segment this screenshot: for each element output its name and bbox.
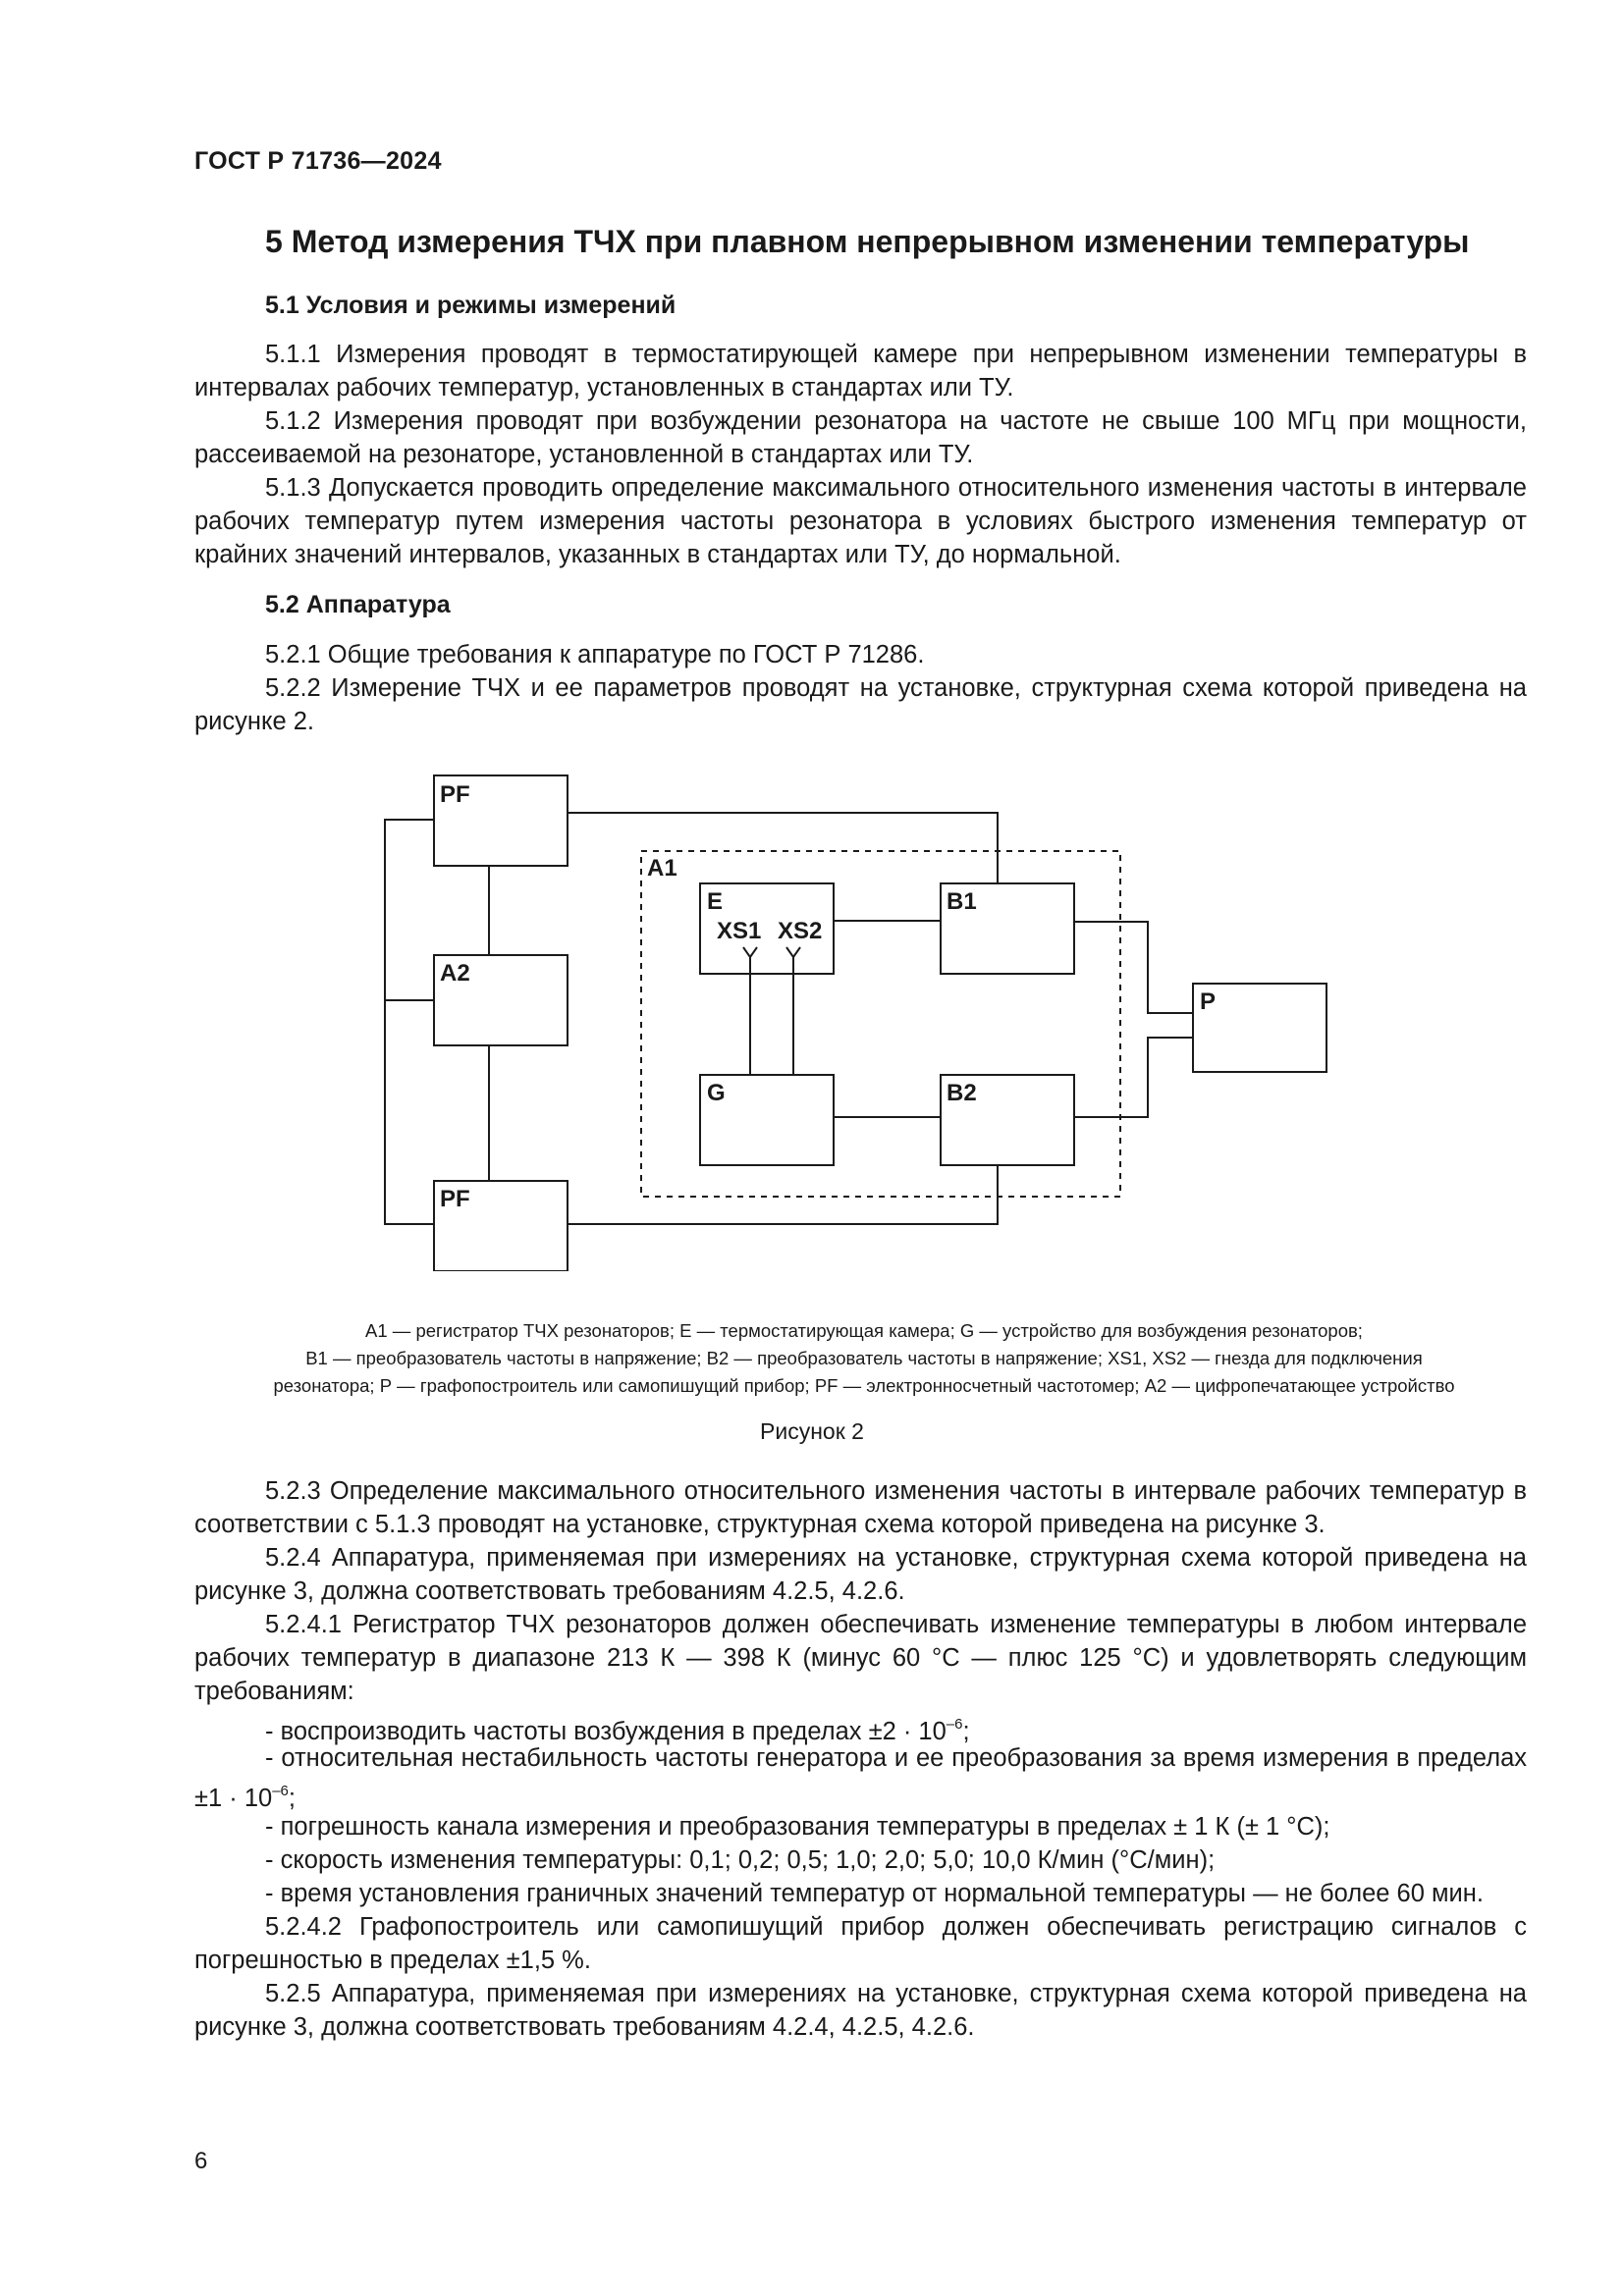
figure-2-diagram [373, 761, 1335, 1271]
section-5-1-title: 5.1 Условия и режимы измерений [265, 292, 677, 319]
paragraph-5-1-2: 5.1.2 Измерения проводят при возбуждении резонатора на частоте не свыше 100 МГц при мощности, рассеиваемой на резонаторе, установленной в стандартах или ТУ. [194, 407, 1527, 468]
label-b1: B1 [947, 888, 977, 915]
paragraph-5-2-3: 5.2.3 Определение максимального относительного изменения частоты в интервале рабочих температур в соответствии с 5.1.3 проводят на установке, структурная схема которой приведена на рисунке 3. [194, 1477, 1527, 1538]
label-xs1: XS1 [717, 918, 762, 944]
wire-left-bus [385, 820, 434, 1224]
label-p: P [1200, 988, 1217, 1015]
socket-xs2-icon [786, 947, 800, 957]
label-a1: A1 [647, 855, 677, 881]
paragraph-5-2-4-1: 5.2.4.1 Регистратор ТЧХ резонаторов должен обеспечивать изменение температуры в любом интервале рабочих температур в диапазоне 213 К — 398 К (минус 60 °С — плюс 125 °С) и удовлетворять следующим требованиям: [194, 1611, 1527, 1705]
wire-b1-p [1074, 922, 1193, 1013]
list-item-2: - относительная нестабильность частоты генератора и ее преобразования за время измерения в пределах $\pm 1 \cdot 10^{-6}$; [194, 1744, 1527, 1812]
page-number: 6 [194, 2148, 208, 2174]
wire-b2-p [1074, 1038, 1193, 1117]
list-item-5: - время установления граничных значений температур от нормальной температуры — не более 60 мин. [265, 1880, 1484, 1907]
label-e: E [707, 888, 724, 915]
label-pf-top: PF [440, 781, 470, 808]
list-item-4: - скорость изменения температуры: 0,1; 0,2; 0,5; 1,0; 2,0; 5,0; 10,0 К/мин (°С/мин); [265, 1846, 1216, 1874]
label-b2: B2 [947, 1080, 977, 1106]
figure-2-legend [187, 1317, 1542, 1400]
figure-2-caption: Рисунок 2 [760, 1418, 864, 1444]
standard-header: ГОСТ Р 71736—2024 [194, 147, 442, 175]
paragraph-5-2-5: 5.2.5 Аппаратура, применяемая при измерениях на установке, структурная схема которой приведена на рисунке 3, должна соответствовать требованиям 4.2.4, 4.2.5, 4.2.6. [194, 1980, 1527, 2041]
paragraph-5-1-1: 5.1.1 Измерения проводят в термостатирующей камере при непрерывном изменении температуры в интервалах рабочих температур, установленных в стандартах или ТУ. [194, 341, 1527, 401]
wire-pf-b1 [568, 813, 998, 883]
block-diagram [373, 761, 1335, 1271]
label-pf-bottom: PF [440, 1186, 470, 1212]
section-5-title: 5 Метод измерения ТЧХ при плавном непрерывном изменении температуры [265, 224, 1470, 259]
wire-pf-b2 [568, 1165, 998, 1224]
list-item-3: - погрешность канала измерения и преобразования температуры в пределах ± 1 К (± 1 °С); [265, 1813, 1330, 1841]
label-a2: A2 [440, 960, 470, 987]
socket-xs1-icon [743, 947, 757, 957]
list-item-1: - воспроизводить частоты возбуждения в пределах $\pm 2 \cdot 10^{-6}$; [265, 1716, 970, 1745]
paragraph-5-2-2: 5.2.2 Измерение ТЧХ и ее параметров проводят на установке, структурная схема которой приведена на рисунке 2. [194, 674, 1527, 735]
paragraph-5-2-4: 5.2.4 Аппаратура, применяемая при измерениях на установке, структурная схема которой приведена на рисунке 3, должна соответствовать требованиям 4.2.5, 4.2.6. [194, 1544, 1527, 1605]
label-g: G [707, 1080, 726, 1106]
label-xs2: XS2 [778, 918, 823, 944]
section-5-2-title: 5.2 Аппаратура [265, 591, 451, 618]
legend-line: А1 — регистратор ТЧХ резонаторов; Е — термостатирующая камера; G — устройство для возбуждения резонаторов; [365, 1320, 1363, 1341]
paragraph-5-2-4-2: 5.2.4.2 Графопостроитель или самопишущий прибор должен обеспечивать регистрацию сигналов с погрешностью в пределах ±1,5 %. [194, 1913, 1527, 1974]
legend-line: В1 — преобразователь частоты в напряжение; В2 — преобразователь частоты в напряжение; XS1, XS2 — гнезда для подключения [305, 1348, 1423, 1368]
legend-line: резонатора; Р — графопостроитель или самопишущий прибор; PF — электронносчетный частотомер; А2 — цифропечатающее устройство [273, 1375, 1455, 1396]
paragraph-5-2-1: 5.2.1 Общие требования к аппаратуре по ГОСТ Р 71286. [265, 641, 925, 668]
paragraph-5-1-3: 5.1.3 Допускается проводить определение максимального относительного изменения частоты в интервале рабочих температур путем измерения частоты резонатора в условиях быстрого изменения температур от крайних значений интервалов, указанных в стандартах или ТУ, до нормальной. [194, 474, 1527, 568]
